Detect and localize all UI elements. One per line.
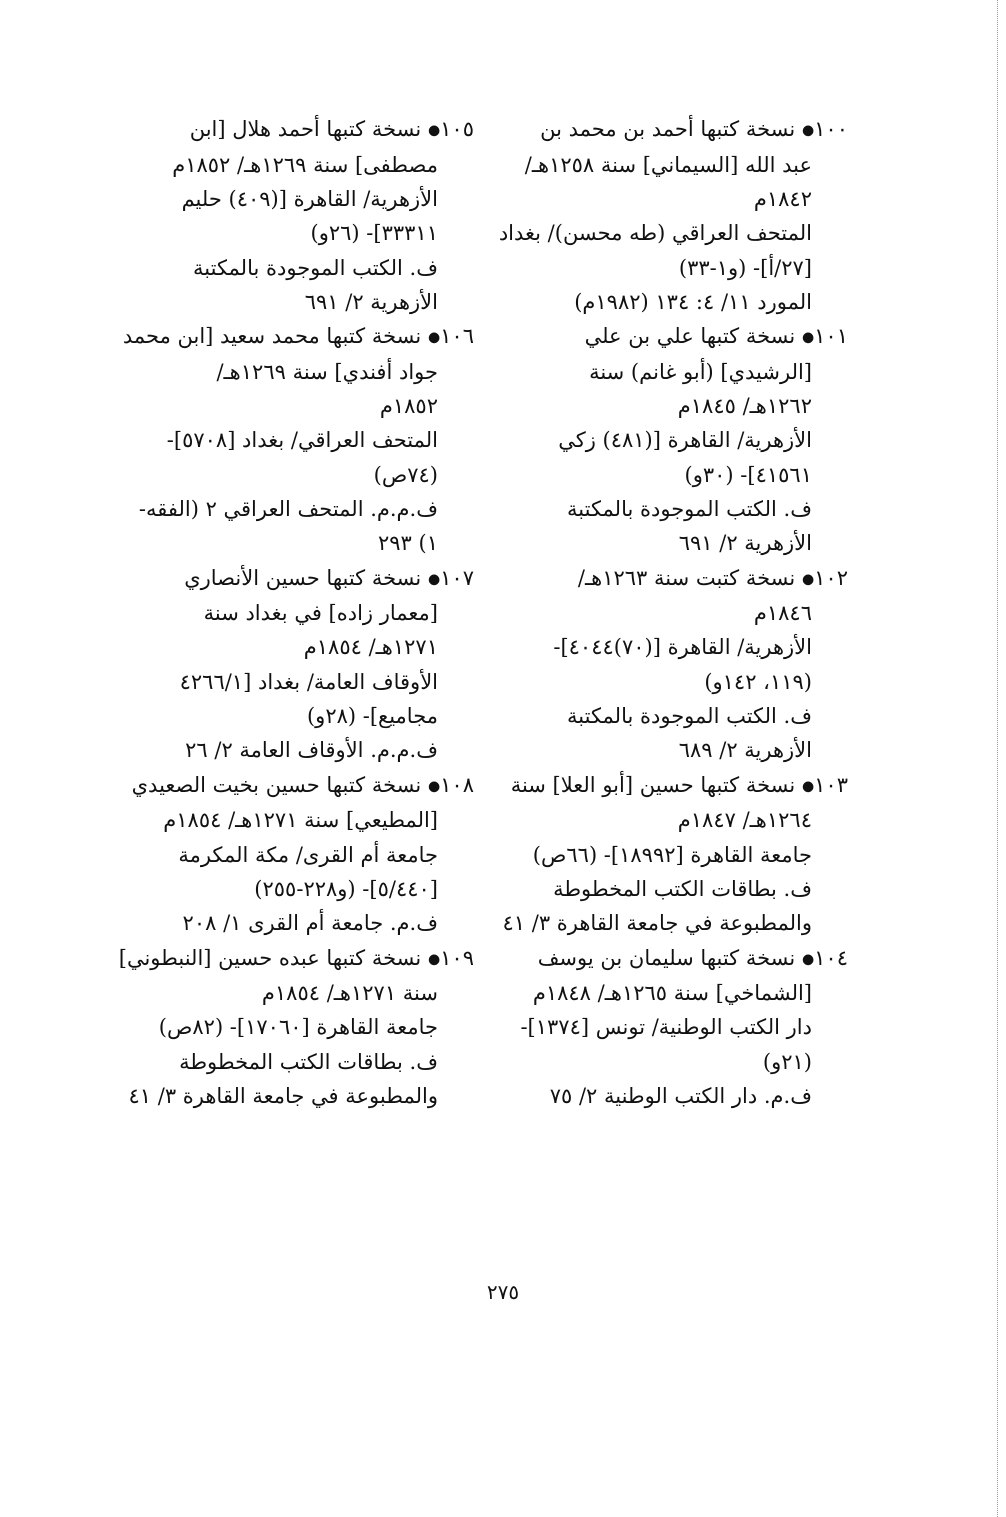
entry-line: ف. بطاقات الكتب المخطوطة [179,1049,438,1074]
bullet-icon: ● [427,329,441,346]
entry-line: (٧٤ص) [373,462,438,487]
bullet-icon: ● [801,778,815,795]
entry-line: الأوقاف العامة/ بغداد [٤٢٦٦/١ [179,669,438,694]
entry-number: ١٠٥ [440,117,474,141]
entry-number: ١٠١ [814,324,848,349]
entry-line: ٣٣٣١١]- (٢٦و) [310,221,438,246]
entry-line: ١٨٤٦م [753,601,812,626]
entry-text: نسخة كتبها حسين الأنصاري [184,565,422,590]
entry-line: والمطبوعة في جامعة القاهرة ٣/ ٤١ [502,911,812,936]
entry-heading-line [510,941,848,977]
entry-line: (٢١و) [762,1049,812,1074]
catalog-entry [498,112,848,319]
entry-line: ١٢٦٤هـ/ ١٨٤٧م [677,808,812,833]
right-column [498,112,848,1113]
entry-number: ١٠٠ [814,117,848,141]
entry-heading-line [510,112,848,148]
entry-line: ١٢٦٢هـ/ ١٨٤٥م [677,394,812,419]
entry-line: دار الكتب الوطنية/ تونس [١٣٧٤]- [520,1015,812,1040]
entry-line: جامعة القاهرة [١٧٠٦٠]- (٨٢ص) [158,1015,438,1040]
entry-line: [معمار زاده] في بغداد سنة [203,601,438,626]
entry-line: مجاميع]- (٢٨و) [306,704,438,729]
entry-line: ف.م. جامعة أم القرى ١/ ٢٠٨ [182,911,438,936]
bullet-icon: ● [427,570,441,587]
entry-text: نسخة كتبت سنة ١٢٦٣هـ/ [577,565,796,590]
entry-line: ف.م. دار الكتب الوطنية ٢/ ٧٥ [549,1084,812,1109]
entry-line: (١١٩، ١٤٢و) [704,669,812,694]
entry-line: [٥/٤٤٠]- (و٢٢٨-٢٥٥) [254,876,438,901]
entry-line: [الشماخي] سنة ١٢٦٥هـ/ ١٨٤٨م [532,981,812,1006]
entry-line: الأزهرية ٢/ ٦٩١ [304,289,438,314]
entry-line: مصطفى] سنة ١٢٦٩هـ/ ١٨٥٢م [172,152,438,177]
entry-line: والمطبوعة في جامعة القاهرة ٣/ ٤١ [128,1084,438,1109]
bullet-icon: ● [427,950,441,967]
entry-heading-line [134,561,474,597]
entry-heading-line [122,319,474,355]
entry-line: [الرشيدي] (أبو غانم) سنة [589,359,812,384]
entry-text: نسخة كتبها أحمد هلال [ابن [189,117,422,141]
entry-heading-line [510,561,848,597]
entry-line: المتحف العراقي (طه محسن)/ بغداد [498,221,812,246]
entry-text: نسخة كتبها سليمان بن يوسف [537,945,796,970]
left-column [118,112,474,1113]
entry-line: ١٨٥٢م [379,394,438,419]
entry-text: نسخة كتبها علي بن علي [584,324,796,349]
entry-line: جامعة القاهرة [١٨٩٩٢]- (٦٦ص) [532,842,812,867]
catalog-entry [134,112,474,319]
entry-line: المتحف العراقي/ بغداد [٥٧٠٨]- [166,428,438,453]
entry-heading-line [510,768,848,804]
bullet-icon: ● [801,950,815,967]
entry-text: نسخة كتبها محمد سعيد [ابن محمد [122,324,422,349]
entry-text: نسخة كتبها أحمد بن محمد بن [540,117,796,141]
entry-line: ف. الكتب الموجودة بالمكتبة [567,704,812,729]
entry-text: نسخة كتبها حسين بخيت الصعيدي [131,772,422,797]
entry-number: ١٠٢ [814,565,848,590]
bullet-icon: ● [801,570,815,587]
catalog-entry [134,561,474,768]
entry-line: ١٢٧١هـ/ ١٨٥٤م [303,635,438,660]
entry-number: ١٠٩ [440,945,474,970]
catalog-entry [118,941,474,1114]
entry-line: ف.م.م. الأوقاف العامة ٢/ ٢٦ [185,738,438,763]
entry-heading-line [510,319,848,355]
entry-number: ١٠٣ [814,772,848,797]
entry-line: الأزهرية ٢/ ٦٩١ [678,531,812,556]
catalog-entry [510,319,848,560]
catalog-entry [131,768,474,941]
bullet-icon: ● [427,778,441,795]
entry-line: ٤١٥٦١]- (٣٠و) [684,462,812,487]
entry-text: نسخة كتبها عبده حسين [النبطوني] [118,945,422,970]
entry-line: الأزهرية/ القاهرة [(٤٠٩) حليم [181,186,438,211]
entry-line: عبد الله [السيماني] سنة ١٢٥٨هـ/ [524,152,812,177]
bullet-icon: ● [801,122,815,139]
entry-line: ف. بطاقات الكتب المخطوطة [553,876,812,901]
bullet-icon: ● [427,122,441,139]
entry-number: ١٠٤ [814,945,848,970]
bullet-icon: ● [801,329,815,346]
entry-line: جامعة أم القرى/ مكة المكرمة [178,842,438,867]
catalog-entry [510,561,848,768]
entry-line: ف. الكتب الموجودة بالمكتبة [193,255,438,280]
entry-line: المورد ١١/ ٤: ١٣٤ (١٩٨٢م) [574,289,812,314]
entry-line: الأزهرية ٢/ ٦٨٩ [678,738,812,763]
page-number: ٢٧٥ [486,1280,520,1304]
catalog-entry [122,319,474,560]
entry-heading-line [134,112,474,148]
entry-line: [٢٧/أ]- (و١-٣٣) [678,255,812,280]
entry-number: ١٠٨ [440,772,474,797]
entry-number: ١٠٧ [440,565,474,590]
catalog-entry [502,768,848,941]
entry-heading-line [118,941,474,977]
entry-line: ١٨٤٢م [753,186,812,211]
entry-line: جواد أفندي] سنة ١٢٦٩هـ/ [216,359,438,384]
entry-line: [المطيعي] سنة ١٢٧١هـ/ ١٨٥٤م [163,808,438,833]
entry-line: ف. الكتب الموجودة بالمكتبة [567,496,812,521]
entry-line: الأزهرية/ القاهرة [(٤٨١) زكي [558,428,812,453]
entry-heading-line [131,768,474,804]
entry-line: سنة ١٢٧١هـ/ ١٨٥٤م [261,981,438,1006]
entry-text: نسخة كتبها حسين [أبو العلا] سنة [510,772,796,797]
entry-line: الأزهرية/ القاهرة [(٧٠)٤٠٤٤]- [553,635,812,660]
catalog-entry [510,941,848,1114]
entry-line: ف.م.م. المتحف العراقي ٢ (الفقه- [138,496,438,521]
entry-line: ١) ٢٩٣ [378,531,438,556]
entry-number: ١٠٦ [440,324,474,349]
scan-edge-line [997,0,998,1517]
